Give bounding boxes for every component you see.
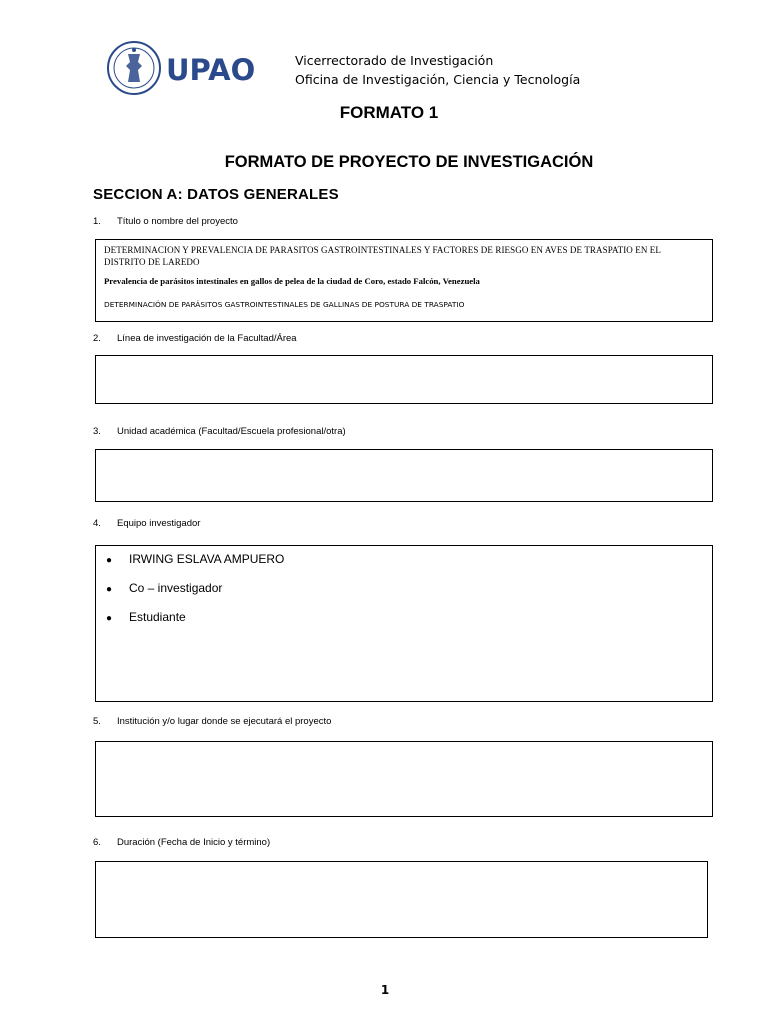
question-3-label [93, 426, 346, 437]
question-4-label [93, 518, 200, 529]
research-team-field[interactable] [95, 545, 713, 702]
question-text: Línea de investigación de la Facultad/Área [117, 333, 297, 344]
bullet-icon: ● [106, 555, 113, 566]
question-number: 1. [93, 216, 101, 227]
header-vicerrectorado: Vicerrectorado de Investigación [295, 53, 494, 68]
header-oficina: Oficina de Investigación, Ciencia y Tecnología [295, 72, 581, 87]
team-member-item [106, 610, 186, 624]
page-number: 1 [380, 983, 390, 997]
question-6-label [93, 837, 270, 848]
question-text: Unidad académica (Facultad/Escuela profesional/otra) [117, 426, 346, 437]
question-1-label [93, 216, 238, 227]
question-number: 5. [93, 716, 101, 727]
question-number: 4. [93, 518, 101, 529]
project-title-field[interactable] [95, 239, 713, 322]
team-member-name: IRWING ESLAVA AMPUERO [129, 552, 285, 566]
project-title-line-1: DETERMINACION Y PREVALENCIA DE PARASITOS GASTROINTESTINALES Y FACTORES DE RIESGO EN AVES DE TRASPATIO EN EL DISTRITO DE LAREDO [104, 245, 661, 267]
team-member-item [106, 581, 222, 595]
formato-heading: FORMATO 1 [339, 103, 439, 122]
question-text: Duración (Fecha de Inicio y término) [117, 837, 271, 848]
logo-wordmark: UPAO [166, 53, 256, 87]
section-a-heading: SECCION A: DATOS GENERALES [93, 186, 339, 203]
question-number: 6. [93, 837, 101, 848]
question-5-label [93, 716, 331, 727]
duration-field[interactable] [95, 861, 708, 938]
question-number: 2. [93, 333, 101, 344]
question-2-label [93, 333, 297, 344]
team-member-item [106, 552, 284, 566]
question-text: Institución y/o lugar donde se ejecutará el proyecto [117, 716, 332, 727]
bullet-icon: ● [106, 584, 113, 595]
question-number: 3. [93, 426, 101, 437]
institution-place-field[interactable] [95, 741, 713, 817]
question-text: Equipo investigador [117, 518, 201, 529]
question-text: Título o nombre del proyecto [117, 216, 238, 227]
team-member-name: Estudiante [129, 610, 186, 624]
project-title-line-3: DETERMINACIÓN DE PARÁSITOS GASTROINTESTINALES DE GALLINAS DE POSTURA DE TRASPATIO [104, 300, 465, 309]
bullet-icon: ● [106, 613, 113, 624]
upao-logo [106, 40, 256, 96]
research-line-field[interactable] [95, 355, 713, 404]
project-title-line-2: Prevalencia de parásitos intestinales en gallos de pelea de la ciudad de Coro, estado Falcón, Venezuela [104, 276, 480, 286]
document-title: FORMATO DE PROYECTO DE INVESTIGACIÓN [224, 153, 594, 171]
academic-unit-field[interactable] [95, 449, 713, 502]
team-member-name: Co – investigador [129, 581, 223, 595]
university-seal-icon [106, 40, 256, 96]
